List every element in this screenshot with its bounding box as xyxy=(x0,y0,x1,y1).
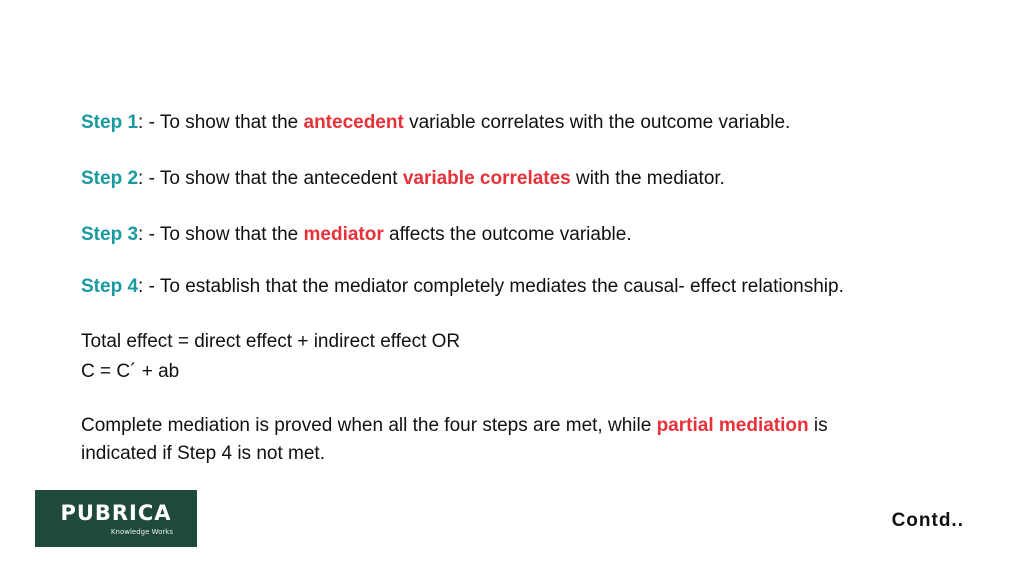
step-3-text-pre: : - To show that the xyxy=(138,224,304,245)
step-4-text: : - To establish that the mediator completely mediates the causal- effect relationship. xyxy=(138,276,844,297)
formula-text: C = C´ + ab xyxy=(81,361,180,382)
step-3-highlight: mediator xyxy=(303,224,384,245)
complete-mediation-line-1 xyxy=(81,415,828,437)
total-effect-text: Total effect = direct effect + indirect effect OR xyxy=(81,331,461,352)
step-1-text-pre: : - To show that the xyxy=(138,112,304,133)
step-1-text-post: variable correlates with the outcome variable. xyxy=(403,112,791,133)
step-3-line xyxy=(81,224,632,246)
step-2-line xyxy=(81,168,725,190)
step-2-highlight: variable correlates xyxy=(402,168,571,189)
pubrica-logo xyxy=(35,490,197,547)
step-2-text-pre: : - To show that the antecedent xyxy=(138,168,403,189)
step-1-highlight: antecedent xyxy=(303,112,404,133)
step-1-label: Step 1 xyxy=(81,112,139,133)
contd-label: Contd.. xyxy=(891,510,964,531)
step-4-line xyxy=(81,276,844,298)
complete-text-post: is xyxy=(808,415,828,436)
complete-text-pre: Complete mediation is proved when all the four steps are met, while xyxy=(81,415,657,436)
step-1-line xyxy=(81,112,790,134)
step-3-text-post: affects the outcome variable. xyxy=(383,224,632,245)
complete-mediation-line-2: indicated if Step 4 is not met. xyxy=(81,443,325,464)
step-4-label: Step 4 xyxy=(81,276,139,297)
partial-mediation-highlight: partial mediation xyxy=(656,415,809,436)
step-2-text-post: with the mediator. xyxy=(570,168,725,189)
logo-wordmark: PUBRICA xyxy=(60,501,172,525)
logo-tagline: Knowledge Works xyxy=(110,528,173,536)
step-3-label: Step 3 xyxy=(81,224,139,245)
step-2-label: Step 2 xyxy=(81,168,139,189)
